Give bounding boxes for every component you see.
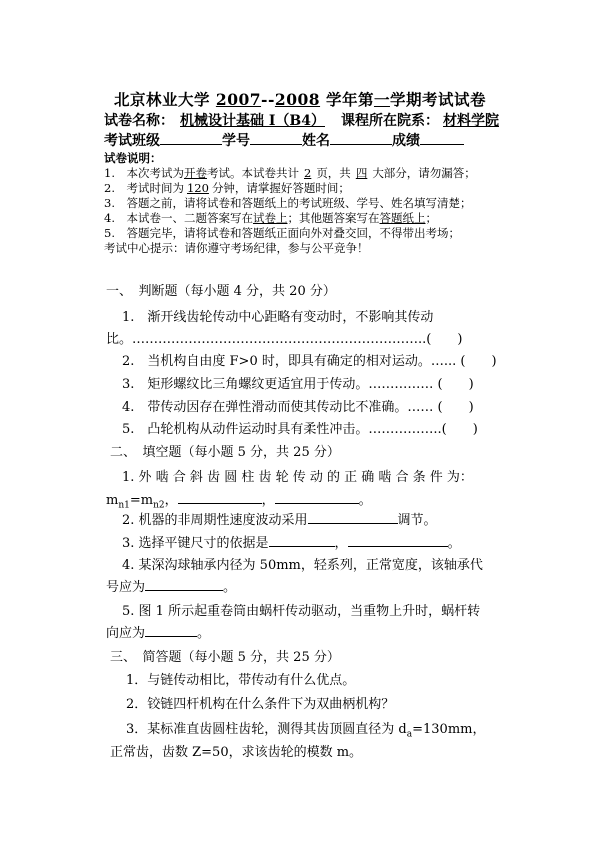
- note-exam-center: 考试中心提示：请你遵守考场纪律，参与公平竞争！: [104, 241, 369, 255]
- student-info-line: 考试班级 学号 姓名 成绩: [104, 130, 464, 150]
- exam-title: 北京林业大学 2007--2008 学年第一学期考试试卷: [114, 90, 486, 109]
- part1-q2: 2. 当机构自由度 F>0 时，即具有确定的相对运动。…... ( ): [122, 354, 497, 369]
- notes-heading: 试卷说明：: [104, 151, 162, 165]
- part3-q2: 2．铰链四杆机构在什么条件下为双曲柄机构？: [126, 697, 395, 712]
- part3-q3-cont: 正常齿，齿数 Z=50，求该齿轮的模数 m。: [110, 745, 363, 760]
- part2-q1-blank-2[interactable]: [275, 491, 359, 504]
- part1-q1: 1. 渐开线齿轮传动中心距略有变动时，不影响其传动: [122, 310, 434, 325]
- part2-q4-blank[interactable]: [145, 578, 223, 591]
- part1-q5: 5. 凸轮机构从动件运动时具有柔性冲击。……………..( ): [122, 422, 478, 437]
- part2-q2: 2. 机器的非周期性速度波动采用 调节。: [122, 513, 437, 528]
- note-1: 1. 本次考试为开卷考试。本试卷共计 2 页，共 四 大部分，请勿漏答；: [104, 166, 476, 180]
- part2-q3: 3. 选择平键尺寸的依据是 ， 。: [122, 536, 461, 551]
- part2-q4-cont: 号应为 。: [106, 580, 237, 595]
- part3-q3: 3．某标准直齿圆柱齿轮，测得其齿顶圆直径为 $d_a=130mm$，: [126, 722, 486, 740]
- note-4: 4. 本试卷一、二题答案写在试卷上；其他题答案写在答题纸上；: [104, 211, 437, 225]
- part2-q1-answer-line: $m_{n1}=m_{n2}$， ， 。: [106, 493, 372, 511]
- name-field[interactable]: [330, 132, 392, 145]
- part2-q5-blank[interactable]: [145, 624, 197, 637]
- note-5: 5. 答题完毕，请将试卷和答题纸正面向外对叠交回，不得带出考场；: [104, 226, 460, 240]
- part2-q2-blank[interactable]: [308, 511, 398, 524]
- part2-q1: 1. 外 啮 合 斜 齿 圆 柱 齿 轮 传 动 的 正 确 啮 合 条 件 为：: [122, 470, 473, 485]
- part2-q4: 4. 某深沟球轴承内径为 50mm，轻系列，正常宽度，该轴承代: [122, 558, 483, 573]
- part1-q1-cont: 比。…………………………………………………………..( ): [106, 332, 463, 347]
- note-2: 2. 考试时间为 120 分钟，请掌握好答题时间；: [104, 181, 350, 195]
- note-3: 3. 答题之前，请将试卷和答题纸上的考试班级、学号、姓名填写清楚；: [104, 196, 472, 210]
- part2-q3-blank-1[interactable]: [269, 534, 335, 547]
- paper-name: 机械设计基础 I（B4）: [180, 113, 325, 129]
- part1-q3: 3. 矩形螺纹比三角螺纹更适宜用于传动。…………… ( ): [122, 377, 474, 392]
- dept-name: 材料学院: [443, 113, 499, 129]
- part1-heading: 一、 判断题（每小题 4 分，共 20 分）: [106, 284, 336, 299]
- part2-q5-cont: 向应为 。: [106, 626, 211, 641]
- part2-q5: 5. 图 1 所示起重卷筒由蜗杆传动驱动，当重物上升时，蜗杆转: [122, 604, 481, 619]
- paper-info-line: 试卷名称： 机械设计基础 I（B4） 课程所在院系： 材料学院: [104, 110, 503, 130]
- part3-q1: 1．与链传动相比，带传动有什么优点。: [126, 673, 356, 688]
- part2-q1-blank-1[interactable]: [178, 491, 262, 504]
- student-id-field[interactable]: [250, 132, 302, 145]
- class-field[interactable]: [160, 132, 222, 145]
- part2-q3-blank-2[interactable]: [348, 534, 448, 547]
- part3-heading: 三、 简答题（每小题 5 分，共 25 分）: [110, 650, 340, 665]
- part1-q4: 4. 带传动因存在弹性滑动而使其传动比不准确。…… ( ): [122, 400, 474, 415]
- score-field[interactable]: [420, 132, 464, 145]
- part2-heading: 二、 填空题（每小题 5 分，共 25 分）: [110, 445, 340, 460]
